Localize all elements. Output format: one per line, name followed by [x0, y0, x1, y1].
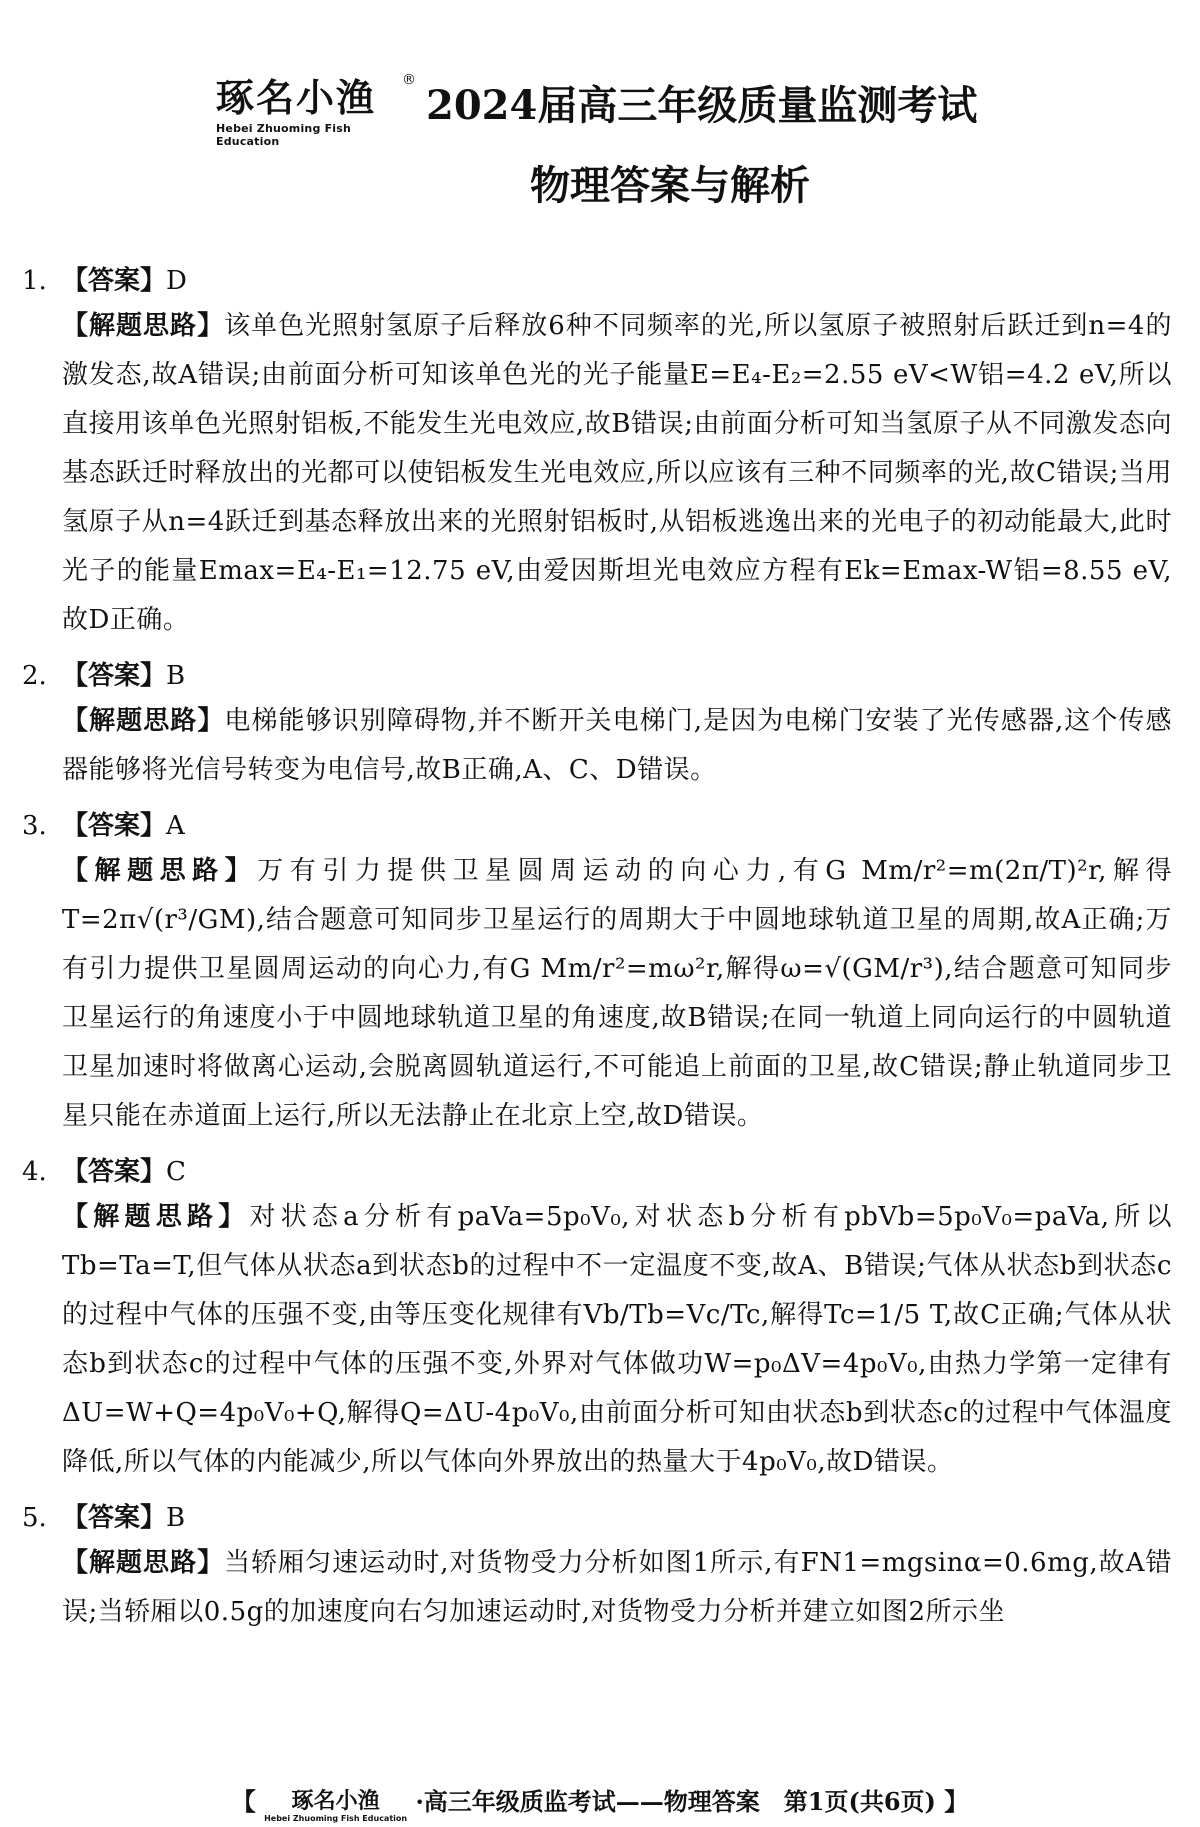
- answer-value: B: [166, 1503, 186, 1533]
- answer-label: 【答案】: [62, 266, 167, 296]
- answer-label: 【答案】: [62, 1157, 167, 1187]
- question-item: [22, 655, 1172, 795]
- analysis-paragraph: [62, 1539, 1172, 1637]
- footer-logo-english: Hebei Zhuoming Fish Education: [264, 1814, 408, 1823]
- analysis-label: 【解题思路】: [62, 1202, 250, 1232]
- analysis-label: 【解题思路】: [62, 856, 258, 886]
- question-number: 1.: [22, 266, 47, 296]
- analysis-label: 【解题思路】: [62, 311, 225, 341]
- analysis-text: 万有引力提供卫星圆周运动的向心力,有G Mm/r²=m(2π/T)²r,解得T=2π√(r³/GM),结合题意可知同步卫星运行的周期大于中圆地球轨道卫星的周期,故A正确;万有引力提供卫星圆周运动的向心力,有G Mm/r²=mω²r,解得ω=√(GM/r³),结合题意可知同步卫星运行的角速度小于中圆地球轨道卫星的角速度,故B错误;在同一轨道上同向运行的中圆轨道卫星加速时将做离心运动,会脱离圆轨道运行,不可能追上前面的卫星,故C错误;静止轨道同步卫星只能在赤道面上运行,所以无法静止在北京上空,故D错误。: [62, 856, 1172, 1131]
- question-header: [22, 1151, 1172, 1193]
- question-item: [22, 1151, 1172, 1487]
- question-number: 3.: [22, 811, 47, 841]
- analysis-paragraph: [62, 302, 1172, 645]
- analysis-label: 【解题思路】: [62, 706, 225, 736]
- question-item: [22, 805, 1172, 1141]
- footer-close-bracket: 】: [944, 1787, 969, 1816]
- question-number: 5.: [22, 1503, 47, 1533]
- page-footer: [0, 1782, 1200, 1823]
- question-item: [22, 1497, 1172, 1637]
- footer-open-bracket: 【: [231, 1787, 256, 1816]
- footer-text: ·高三年级质监考试——物理答案 第1页(共6页): [415, 1787, 936, 1816]
- analysis-paragraph: [62, 847, 1172, 1141]
- question-number: 4.: [22, 1157, 47, 1187]
- question-header: [22, 805, 1172, 847]
- question-header: [22, 655, 1172, 697]
- answer-label: 【答案】: [62, 811, 167, 841]
- logo-english-name: Hebei Zhuoming Fish Education: [216, 122, 352, 148]
- answer-value: D: [166, 266, 187, 296]
- logo-chinese-name: 琢名小渔: [216, 75, 377, 120]
- answer-value: B: [166, 661, 186, 691]
- answer-label: 【答案】: [62, 1503, 167, 1533]
- answer-value: A: [166, 811, 185, 841]
- question-header: [22, 1497, 1172, 1539]
- question-header: [22, 260, 1172, 302]
- analysis-paragraph: [62, 1193, 1172, 1487]
- analysis-text: 电梯能够识别障碍物,并不断开关电梯门,是因为电梯门安装了光传感器,这个传感器能够将光信号转变为电信号,故B正确,A、C、D错误。: [62, 706, 1172, 785]
- page-header: [0, 70, 1200, 220]
- document-subtitle: 物理答案与解析: [530, 162, 810, 209]
- analysis-text: 该单色光照射氢原子后释放6种不同频率的光,所以氢原子被照射后跃迁到n=4的激发态,故A错误;由前面分析可知该单色光的光子能量E=E₄-E₂=2.55 eV<W铝=4.2 eV,所以直接用该单色光照射铝板,不能发生光电效应,故B错误;由前面分析可知当氢原子从不同激发态向基态跃迁时释放出的光都可以使铝板发生光电效应,所以应该有三种不同频率的光,故C错误;当用氢原子从n=4跃迁到基态释放出来的光照射铝板时,从铝板逃逸出来的光电子的初动能最大,此时光子的能量Emax=E₄-E₁=12.75 eV,由爱因斯坦光电效应方程有Ek=Emax-W铝=8.55 eV,故D正确。: [62, 311, 1172, 635]
- footer-logo-chinese: 琢名小渔: [291, 1788, 380, 1814]
- footer-logo: [264, 1784, 407, 1823]
- registered-mark: ®: [402, 72, 416, 88]
- question-item: [22, 260, 1172, 645]
- analysis-label: 【解题思路】: [62, 1548, 225, 1578]
- analysis-paragraph: [62, 697, 1172, 795]
- analysis-text: 对状态a分析有paVa=5p₀V₀,对状态b分析有pbVb=5p₀V₀=paVa,所以Tb=Ta=T,但气体从状态a到状态b的过程中不一定温度不变,故A、B错误;气体从状态b到状态c的过程中气体的压强不变,由等压变化规律有Vb/Tb=Vc/Tc,解得Tc=1/5 T,故C正确;气体从状态b到状态c的过程中气体的压强不变,外界对气体做功W=p₀ΔV=4p₀V₀,由热力学第一定律有ΔU=W+Q=4p₀V₀+Q,解得Q=ΔU-4p₀V₀,由前面分析可知由状态b到状态c的过程中气体温度降低,所以气体的内能减少,所以气体向外界放出的热量大于4p₀V₀,故D错误。: [62, 1202, 1172, 1477]
- analysis-text: 当轿厢匀速运动时,对货物受力分析如图1所示,有FN1=mgsinα=0.6mg,故A错误;当轿厢以0.5g的加速度向右匀加速运动时,对货物受力分析并建立如图2所示坐: [62, 1548, 1172, 1627]
- answer-label: 【答案】: [62, 661, 167, 691]
- answer-value: C: [166, 1157, 186, 1187]
- brand-logo: [216, 72, 416, 148]
- answer-list: [22, 260, 1172, 1647]
- exam-title: 2024届高三年级质量监测考试: [426, 82, 978, 129]
- question-number: 2.: [22, 661, 47, 691]
